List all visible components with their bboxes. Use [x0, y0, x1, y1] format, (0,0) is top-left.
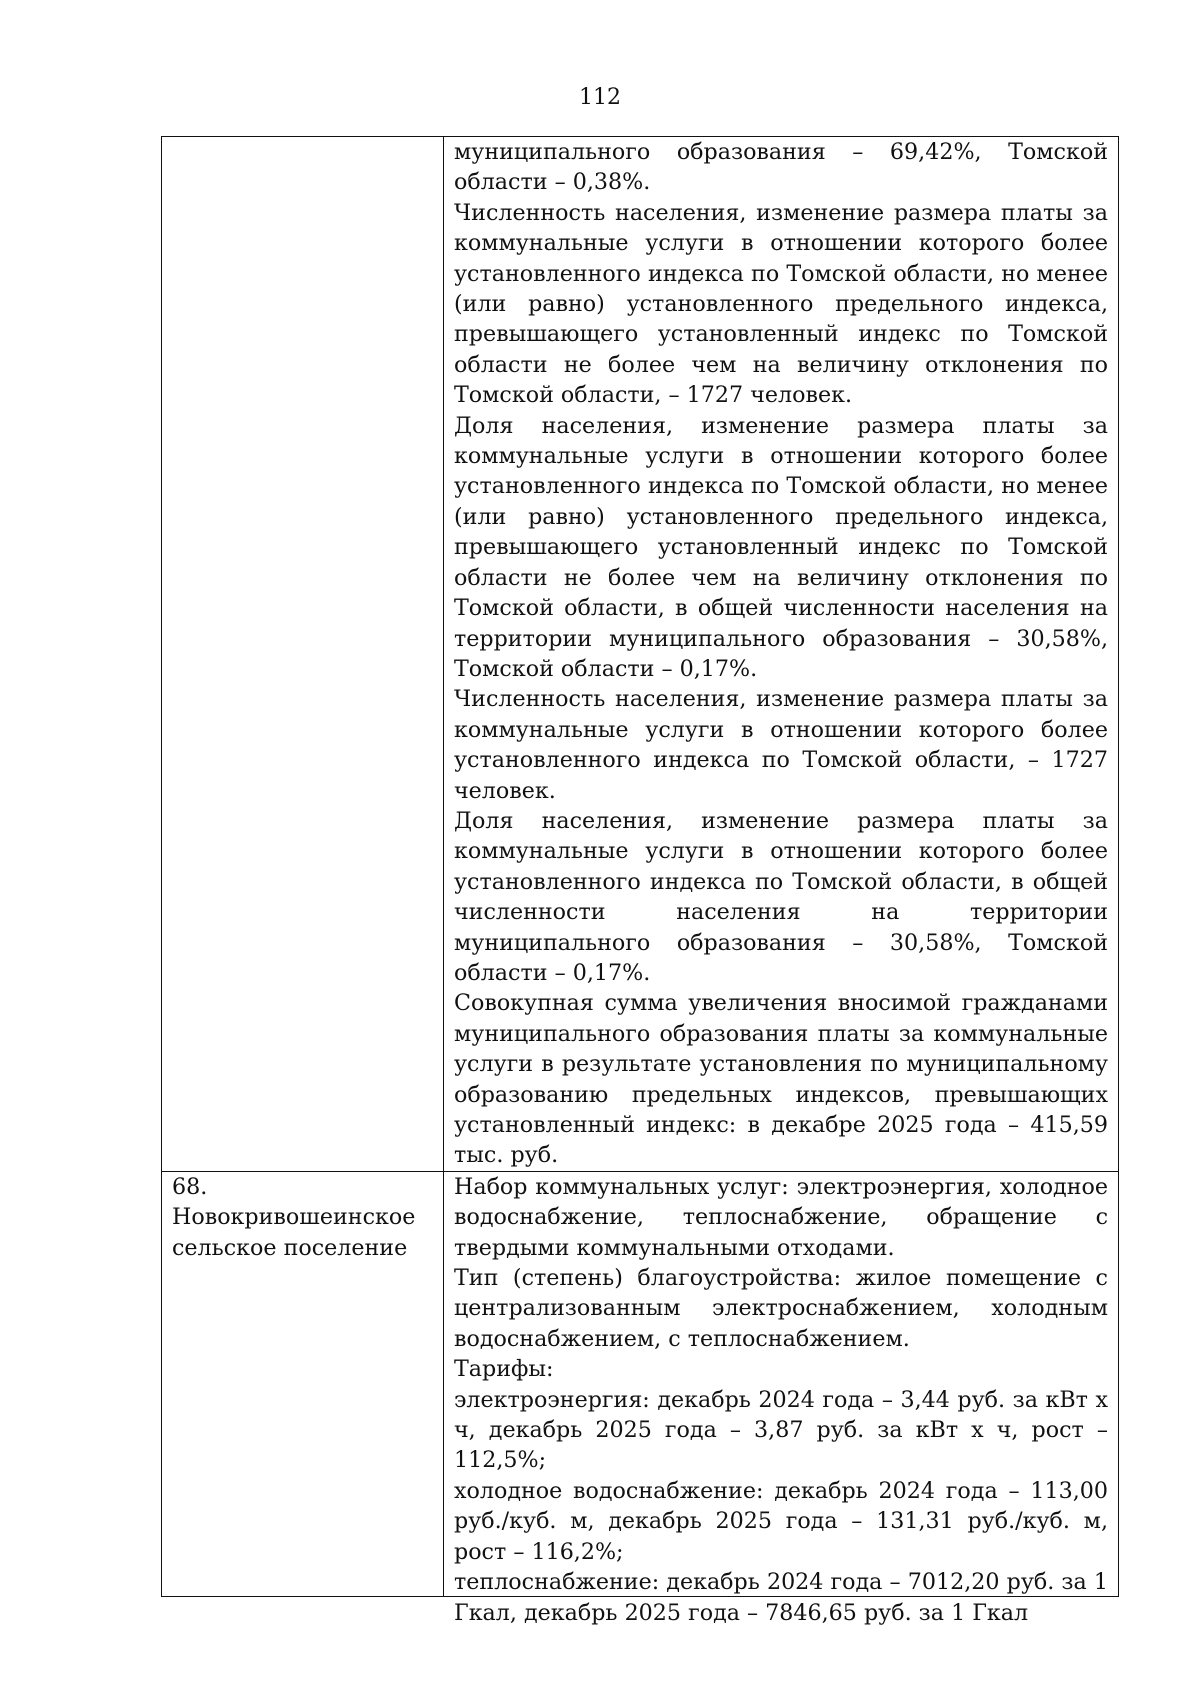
- municipality-name-line: сельское поселение: [172, 1234, 408, 1261]
- paragraph: Набор коммунальных услуг: электроэнергия, холодное водоснабжение, теплоснабжение, обращение с твердыми коммунальными отходами.: [454, 1173, 1108, 1261]
- page-number: 112: [579, 85, 621, 110]
- table-row: [162, 1171, 1119, 1596]
- paragraph: холодное водоснабжение: декабрь 2024 года – 113,00 руб./куб. м, декабрь 2025 года – 131,31 руб./куб. м, рост – 116,2%;: [454, 1477, 1108, 1565]
- paragraph: Численность населения, изменение размера платы за коммунальные услуги в отношении которого более установленного индекса по Томской области, но менее (или равно) установленного предельного индекса, превышающего установленный индекс по Томской области не более чем на величину отклонения по Томской области, – 1727 человек.: [454, 199, 1108, 409]
- table-cell-description: [444, 1171, 1119, 1626]
- row-number: 68.: [172, 1173, 208, 1200]
- document-table: [161, 136, 1119, 1626]
- table-cell-description: [444, 137, 1119, 1172]
- cell-content: [454, 1172, 1108, 1626]
- paragraph: Численность населения, изменение размера платы за коммунальные услуги в отношении которого более установленного индекса по Томской области, – 1727 человек.: [454, 686, 1108, 804]
- paragraph: Доля населения, изменение размера платы за коммунальные услуги в отношении которого более установленного индекса по Томской области, но менее (или равно) установленного предельного индекса, превышающего установленный индекс по Томской области не более чем на величину отклонения по Томской области, в общей численности населения на территории муниципального образования – 30,58%, Томской области – 0,17%.: [454, 412, 1108, 682]
- paragraph: муниципального образования – 69,42%, Томской области – 0,38%.: [454, 139, 1108, 196]
- paragraph: электроэнергия: декабрь 2024 года – 3,44 руб. за кВт х ч, декабрь 2025 года – 3,87 руб. за кВт х ч, рост – 112,5%;: [454, 1386, 1108, 1474]
- table-cell-municipality: [162, 1171, 444, 1596]
- paragraph: Совокупная сумма увеличения вносимой гражданами муниципального образования платы за коммунальные услуги в результате установления по муниципальному образованию предельных индексов, превышающих установленный индекс: в декабре 2025 года – 415,59 тыс. руб.: [454, 990, 1108, 1169]
- municipality-name-line: Новокривошеинское: [172, 1204, 416, 1231]
- paragraph: Тарифы:: [454, 1356, 554, 1383]
- paragraph: теплоснабжение: декабрь 2024 года – 7012,20 руб. за 1 Гкал, декабрь 2025 года – 7846,65 руб. за 1 Гкал: [454, 1569, 1108, 1626]
- paragraph: Доля населения, изменение размера платы за коммунальные услуги в отношении которого более установленного индекса по Томской области, в общей численности населения на территории муниципального образования – 30,58%, Томской области – 0,17%.: [454, 807, 1108, 986]
- table-row: [162, 137, 1119, 1172]
- paragraph: Тип (степень) благоустройства: жилое помещение с централизованным электроснабжением, холодным водоснабжением, с теплоснабжением.: [454, 1265, 1108, 1352]
- table-cell-municipality: [162, 137, 444, 1172]
